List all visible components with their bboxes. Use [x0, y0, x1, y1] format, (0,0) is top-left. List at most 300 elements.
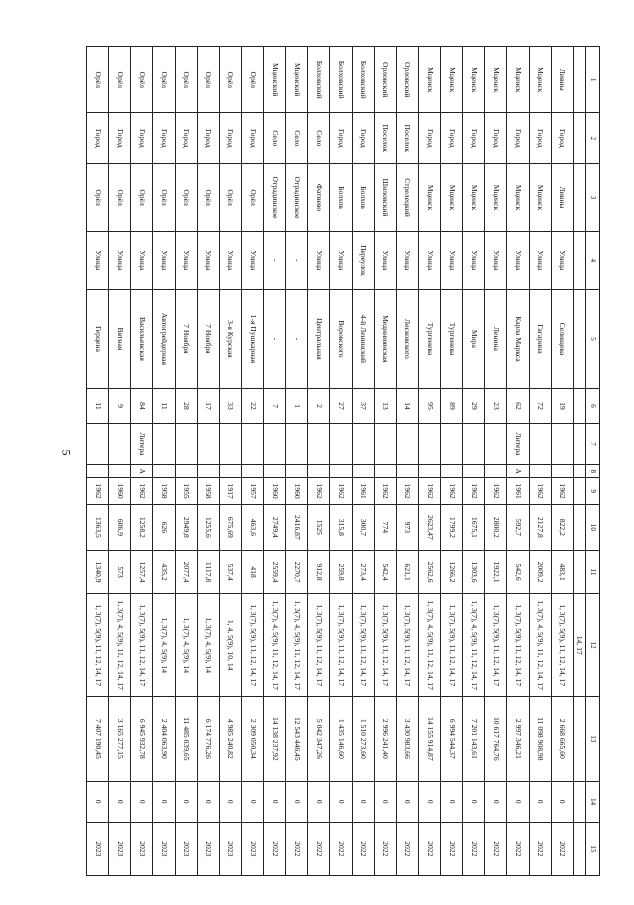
cell-col-5: 5 — [585, 289, 599, 388]
cell-col-9: 1958 — [197, 478, 219, 505]
cell-col-7 — [352, 423, 374, 464]
cell-col-5: Лесковского — [396, 289, 418, 388]
cell-col-10: 300,7 — [352, 504, 374, 550]
cell-col-7 — [396, 423, 418, 464]
cell-col-12: 1, 3(7), 5(9), 11, 12, 14, 17 — [308, 594, 330, 697]
table-row — [286, 47, 308, 876]
cell-col-10: 1255,6 — [197, 504, 219, 550]
cell-col-5: 7 Ноября — [197, 289, 219, 388]
cell-col-10: 822,2 — [551, 504, 573, 550]
cell-col-7 — [485, 423, 507, 464]
cell-col-14: 0 — [441, 781, 463, 822]
cell-col-5: Воровского — [330, 289, 352, 388]
cell-col-9: 1962 — [330, 478, 352, 505]
cell-col-11: 483,1 — [551, 550, 573, 594]
housing-table — [86, 46, 600, 876]
cell-col-1: Мценский — [264, 47, 286, 113]
cell-col-11: 537,4 — [219, 550, 241, 594]
cell-col-12: 1, 4, 5(9), 10, 14 — [219, 594, 241, 697]
table-row — [529, 47, 551, 876]
cell-col-1: 1 — [585, 47, 599, 113]
cell-col-1: Орёл — [241, 47, 263, 113]
cell-col-10: 592,7 — [507, 504, 529, 550]
cell-col-10: 675,69 — [219, 504, 241, 550]
cell-col-15: 2022 — [374, 822, 396, 875]
cell-col-4: Переулок — [352, 231, 374, 289]
cell-col-12: 1, 3(7), 5(9), 11, 12, 14, 17 — [551, 594, 573, 697]
cell-col-4: - — [264, 231, 286, 289]
cell-col-11: 435,2 — [153, 550, 175, 594]
cell-col-15 — [573, 822, 585, 875]
cell-col-14: 0 — [308, 781, 330, 822]
cell-col-9: 1955 — [175, 478, 197, 505]
cell-col-9: 1962 — [529, 478, 551, 505]
cell-col-8 — [197, 465, 219, 478]
cell-col-3: Орёл — [197, 164, 219, 232]
cell-col-15: 2022 — [485, 822, 507, 875]
cell-col-2: Город — [197, 113, 219, 164]
cell-col-2: Село — [286, 113, 308, 164]
cell-col-1: Орёл — [197, 47, 219, 113]
cell-col-14: 0 — [463, 781, 485, 822]
cell-col-15: 2023 — [197, 822, 219, 875]
cell-col-14: 0 — [352, 781, 374, 822]
cell-col-4: Улица — [396, 231, 418, 289]
cell-col-14: 0 — [485, 781, 507, 822]
cell-col-3: Болхов — [330, 164, 352, 232]
cell-col-2: Поселок — [374, 113, 396, 164]
cell-col-7: Литера — [131, 423, 153, 464]
cell-col-14: 0 — [286, 781, 308, 822]
cell-col-8 — [485, 465, 507, 478]
cell-col-7 — [219, 423, 241, 464]
cell-col-7 — [264, 423, 286, 464]
cell-col-14: 0 — [153, 781, 175, 822]
page-number: 5 — [59, 449, 74, 456]
cell-col-3: Шиловский — [374, 164, 396, 232]
cell-col-8: 8 — [585, 465, 599, 478]
cell-col-15: 2023 — [131, 822, 153, 875]
cell-col-3: Мценск — [529, 164, 551, 232]
cell-col-4: Улица — [131, 231, 153, 289]
cell-col-8 — [573, 465, 585, 478]
cell-col-9: 1962 — [308, 478, 330, 505]
cell-col-4: Улица — [219, 231, 241, 289]
cell-col-6: 14 — [396, 388, 418, 423]
cell-col-8: А — [507, 465, 529, 478]
cell-col-15: 2022 — [551, 822, 573, 875]
cell-col-12: 1, 3(7), 4, 5(9), 11, 12, 14, 17 — [529, 594, 551, 697]
cell-col-13: 14 155 914,87 — [418, 697, 440, 782]
table-row — [153, 47, 175, 876]
cell-col-13: 6 994 544,37 — [441, 697, 463, 782]
cell-col-6: 7 — [264, 388, 286, 423]
cell-col-12: 12 — [585, 594, 599, 697]
cell-col-15: 2022 — [286, 822, 308, 875]
cell-col-14 — [573, 781, 585, 822]
cell-col-11: 273,4 — [352, 550, 374, 594]
cell-col-5: Вятная — [109, 289, 131, 388]
cell-col-10: 1799,2 — [441, 504, 463, 550]
cell-col-5 — [573, 289, 585, 388]
cell-col-6: 28 — [175, 388, 197, 423]
cell-col-13: 6 174 776,26 — [197, 697, 219, 782]
cell-col-14: 0 — [418, 781, 440, 822]
cell-col-9: 1961 — [352, 478, 374, 505]
cell-col-12: 1, 3(7), 5(9), 11, 12, 14, 17 — [507, 594, 529, 697]
cell-col-11: 1117,8 — [197, 550, 219, 594]
cell-col-9: 9 — [585, 478, 599, 505]
cell-col-6: 33 — [219, 388, 241, 423]
cell-col-5: Васильевская — [131, 289, 153, 388]
cell-col-12: 1, 3(7), 5(9), 11, 12, 14, 17 — [374, 594, 396, 697]
cell-col-13: 1 510 273,60 — [352, 697, 374, 782]
cell-col-13: 12 543 446,45 — [286, 697, 308, 782]
cell-col-7 — [286, 423, 308, 464]
cell-col-12: 1, 3(7), 4, 5(9), 14 — [153, 594, 175, 697]
table-row — [87, 47, 109, 876]
cell-col-7 — [197, 423, 219, 464]
cell-col-1: Мценск — [418, 47, 440, 113]
cell-col-3: Мценск — [507, 164, 529, 232]
table-row — [330, 47, 352, 876]
table-row — [463, 47, 485, 876]
cell-col-5: - — [286, 289, 308, 388]
cell-col-1: Орёл — [219, 47, 241, 113]
cell-col-2: Город — [485, 113, 507, 164]
cell-col-4: 4 — [585, 231, 599, 289]
table-row — [551, 47, 573, 876]
cell-col-13: 11 098 908,98 — [529, 697, 551, 782]
cell-col-6: 1 — [286, 388, 308, 423]
cell-col-10: 1675,1 — [463, 504, 485, 550]
cell-col-6: 37 — [352, 388, 374, 423]
cell-col-11: 259,8 — [330, 550, 352, 594]
table-row — [131, 47, 153, 876]
cell-col-1: Ливны — [551, 47, 573, 113]
cell-col-15: 2022 — [264, 822, 286, 875]
cell-col-2: Город — [153, 113, 175, 164]
cell-col-4: Улица — [175, 231, 197, 289]
cell-col-2: Село — [264, 113, 286, 164]
cell-col-6: 27 — [330, 388, 352, 423]
cell-col-13: 14 138 237,92 — [264, 697, 286, 782]
cell-col-5: 1-я Пушкарная — [241, 289, 263, 388]
cell-col-15: 2023 — [219, 822, 241, 875]
table-row — [485, 47, 507, 876]
cell-col-15: 2023 — [175, 822, 197, 875]
cell-col-13: 3 430 983,66 — [396, 697, 418, 782]
cell-col-13: 7 407 190,45 — [87, 697, 109, 782]
cell-col-11: 542,4 — [374, 550, 396, 594]
cell-col-1: Болховский — [330, 47, 352, 113]
cell-col-6: 22 — [241, 388, 263, 423]
cell-col-6: 95 — [418, 388, 440, 423]
cell-col-8 — [264, 465, 286, 478]
cell-col-10: 315,8 — [330, 504, 352, 550]
cell-col-4: Улица — [485, 231, 507, 289]
cell-col-15: 2022 — [352, 822, 374, 875]
cell-col-15: 2023 — [109, 822, 131, 875]
cell-col-4: - — [286, 231, 308, 289]
cell-col-7 — [418, 423, 440, 464]
cell-col-8 — [418, 465, 440, 478]
table-row — [374, 47, 396, 876]
cell-col-6: 17 — [197, 388, 219, 423]
cell-col-13: 7 201 143,61 — [463, 697, 485, 782]
cell-col-6: 72 — [529, 388, 551, 423]
cell-col-5: - — [264, 289, 286, 388]
cell-col-1: Мценск — [507, 47, 529, 113]
cell-col-8 — [175, 465, 197, 478]
cell-col-15: 2023 — [153, 822, 175, 875]
cell-col-8 — [352, 465, 374, 478]
cell-col-9: 1962 — [485, 478, 507, 505]
cell-col-14: 0 — [109, 781, 131, 822]
cell-col-4: Улица — [374, 231, 396, 289]
cell-col-9 — [573, 478, 585, 505]
cell-col-7 — [529, 423, 551, 464]
cell-col-3: Орёл — [87, 164, 109, 232]
cell-col-11: 2270,7 — [286, 550, 308, 594]
cell-col-12: 1, 3(7), 4, 5(9), 14 — [197, 594, 219, 697]
cell-col-2: Город — [441, 113, 463, 164]
cell-col-3: Стрелецкий — [396, 164, 418, 232]
cell-col-12: 1, 3(7), 4, 5(9), 11, 12, 14, 17 — [264, 594, 286, 697]
cell-col-4: Улица — [153, 231, 175, 289]
cell-col-6: 11 — [153, 388, 175, 423]
cell-col-3: Орёл — [219, 164, 241, 232]
cell-col-1: Орёл — [153, 47, 175, 113]
cell-col-15: 2022 — [330, 822, 352, 875]
cell-col-14: 0 — [175, 781, 197, 822]
cell-col-10 — [573, 504, 585, 550]
table-row — [396, 47, 418, 876]
table-row — [308, 47, 330, 876]
cell-col-8 — [286, 465, 308, 478]
cell-col-2: Город — [175, 113, 197, 164]
cell-col-5: Герцена — [87, 289, 109, 388]
table-row — [175, 47, 197, 876]
cell-col-1: Мценск — [441, 47, 463, 113]
cell-col-9: 1958 — [153, 478, 175, 505]
cell-col-9: 1962 — [374, 478, 396, 505]
cell-col-10: 606,9 — [109, 504, 131, 550]
cell-col-8 — [463, 465, 485, 478]
cell-col-1: Мценский — [286, 47, 308, 113]
cell-col-3: Фатнево — [308, 164, 330, 232]
cell-col-5: Автогрейдерная — [153, 289, 175, 388]
cell-col-2: Город — [507, 113, 529, 164]
cell-col-9: 1962 — [441, 478, 463, 505]
table-row — [197, 47, 219, 876]
cell-col-6: 2 — [308, 388, 330, 423]
cell-col-13: 3 165 277,15 — [109, 697, 131, 782]
cell-col-9: 1962 — [418, 478, 440, 505]
cell-col-15: 2023 — [87, 822, 109, 875]
cell-col-7 — [330, 423, 352, 464]
cell-col-2: Город — [463, 113, 485, 164]
cell-col-3: Орёл — [175, 164, 197, 232]
cell-col-8 — [219, 465, 241, 478]
cell-col-9: 1960 — [286, 478, 308, 505]
cell-col-6: 13 — [374, 388, 396, 423]
cell-col-7 — [175, 423, 197, 464]
cell-col-13: 10 617 764,76 — [485, 697, 507, 782]
cell-col-3: 3 — [585, 164, 599, 232]
cell-col-9: 1917 — [219, 478, 241, 505]
cell-col-11: 542,6 — [507, 550, 529, 594]
table-row — [507, 47, 529, 876]
cell-col-6: 84 — [131, 388, 153, 423]
cell-col-7 — [87, 423, 109, 464]
cell-col-1: Мценск — [463, 47, 485, 113]
cell-col-3: Болхов — [352, 164, 374, 232]
cell-col-1: Орёл — [175, 47, 197, 113]
cell-col-4: Улица — [463, 231, 485, 289]
cell-col-13: 1 435 146,60 — [330, 697, 352, 782]
cell-col-8 — [109, 465, 131, 478]
cell-col-7: 7 — [585, 423, 599, 464]
cell-col-14: 0 — [330, 781, 352, 822]
cell-col-7 — [153, 423, 175, 464]
cell-col-6: 19 — [551, 388, 573, 423]
cell-col-13: 2 668 665,60 — [551, 697, 573, 782]
cell-col-15: 2022 — [441, 822, 463, 875]
cell-col-1: Болховский — [308, 47, 330, 113]
cell-col-15: 2022 — [396, 822, 418, 875]
cell-col-2: Село — [308, 113, 330, 164]
cell-col-2: Город — [529, 113, 551, 164]
cell-col-12: 1, 3(7), 5(9), 11, 12, 14, 17 — [131, 594, 153, 697]
cell-col-6: 29 — [463, 388, 485, 423]
table-row — [109, 47, 131, 876]
cell-col-5: Тургенева — [441, 289, 463, 388]
header-row — [585, 47, 599, 876]
cell-col-2: 2 — [585, 113, 599, 164]
cell-col-3: Орёл — [153, 164, 175, 232]
cell-col-10: 2127,8 — [529, 504, 551, 550]
cell-col-2: Город — [109, 113, 131, 164]
cell-col-14: 14 — [585, 781, 599, 822]
cell-col-4: Улица — [551, 231, 573, 289]
cell-col-11: 573 — [109, 550, 131, 594]
cell-col-4: Улица — [418, 231, 440, 289]
cell-col-4: Улица — [441, 231, 463, 289]
cell-col-13: 6 945 932,78 — [131, 697, 153, 782]
cell-col-8 — [396, 465, 418, 478]
cell-col-7 — [374, 423, 396, 464]
cell-col-14: 0 — [374, 781, 396, 822]
cell-col-2: Город — [131, 113, 153, 164]
cell-col-14: 0 — [507, 781, 529, 822]
table-row — [241, 47, 263, 876]
cell-col-14: 0 — [131, 781, 153, 822]
cell-col-14: 0 — [396, 781, 418, 822]
cell-col-1 — [573, 47, 585, 113]
cell-col-11: 621,1 — [396, 550, 418, 594]
cell-col-7 — [551, 423, 573, 464]
cell-col-9: 1962 — [131, 478, 153, 505]
cell-col-11: 2077,4 — [175, 550, 197, 594]
cell-col-10: 2416,87 — [286, 504, 308, 550]
cell-col-8 — [529, 465, 551, 478]
cell-col-10: 2623,47 — [418, 504, 440, 550]
cell-col-2: Город — [330, 113, 352, 164]
cell-col-10: 2749,4 — [264, 504, 286, 550]
cell-col-2: Город — [551, 113, 573, 164]
cell-col-11: 2562,6 — [418, 550, 440, 594]
cell-col-5: Гагарина — [529, 289, 551, 388]
cell-col-6: 11 — [87, 388, 109, 423]
cell-col-6: 89 — [441, 388, 463, 423]
cell-col-14: 0 — [241, 781, 263, 822]
cell-col-5: 7 Ноября — [175, 289, 197, 388]
cell-col-12: 1, 3(7), 4, 5(9), 14 — [175, 594, 197, 697]
cell-col-4: Улица — [109, 231, 131, 289]
cell-col-5: Центральная — [308, 289, 330, 388]
cell-col-15: 2022 — [308, 822, 330, 875]
cell-col-2 — [573, 113, 585, 164]
cell-col-10: 1525 — [308, 504, 330, 550]
cell-col-1: Болховский — [352, 47, 374, 113]
cell-col-15: 2022 — [507, 822, 529, 875]
cell-col-4: Улица — [507, 231, 529, 289]
cell-col-2: Город — [87, 113, 109, 164]
cell-col-12: 1, 3(7), 5(9), 11, 12, 14, 17 — [396, 594, 418, 697]
cell-col-12: 1, 3(7), 5(9), 11, 12, 14, 17 — [485, 594, 507, 697]
cell-col-9: 1962 — [87, 478, 109, 505]
cell-col-3: Орёл — [241, 164, 263, 232]
table-row — [441, 47, 463, 876]
cell-col-10: 463,6 — [241, 504, 263, 550]
cell-col-7 — [241, 423, 263, 464]
cell-col-12: 1, 3(7), 4, 5(9), 11, 12, 14, 17 — [463, 594, 485, 697]
cell-col-8 — [374, 465, 396, 478]
cell-col-3: Ливны — [551, 164, 573, 232]
cell-col-10: 2949,8 — [175, 504, 197, 550]
cell-col-4: Улица — [87, 231, 109, 289]
cell-col-14: 0 — [197, 781, 219, 822]
cell-col-12: 1, 3(7), 4, 5(9), 11, 12, 14, 17 — [286, 594, 308, 697]
cell-col-3: Мценск — [418, 164, 440, 232]
cell-col-3: Мценск — [463, 164, 485, 232]
cell-col-11: 1340,9 — [87, 550, 109, 594]
cell-col-4: Улица — [529, 231, 551, 289]
cell-col-2: Город — [418, 113, 440, 164]
cell-col-11: 11 — [585, 550, 599, 594]
rotated-table-region — [86, 46, 600, 876]
cell-col-8 — [87, 465, 109, 478]
cell-col-9: 1962 — [396, 478, 418, 505]
cell-col-7 — [441, 423, 463, 464]
cell-col-15: 15 — [585, 822, 599, 875]
cell-col-9: 1957 — [241, 478, 263, 505]
cell-col-9: 1962 — [551, 478, 573, 505]
cell-col-4 — [573, 231, 585, 289]
table-row — [418, 47, 440, 876]
cell-col-14: 0 — [87, 781, 109, 822]
cell-col-7 — [109, 423, 131, 464]
cell-col-4: Улица — [197, 231, 219, 289]
cell-col-10: 10 — [585, 504, 599, 550]
cell-col-7 — [573, 423, 585, 464]
cell-col-7 — [463, 423, 485, 464]
cell-col-10: 1363,5 — [87, 504, 109, 550]
cell-col-11 — [573, 550, 585, 594]
cell-col-6: 62 — [507, 388, 529, 423]
cell-col-5: Мединиянская — [374, 289, 396, 388]
